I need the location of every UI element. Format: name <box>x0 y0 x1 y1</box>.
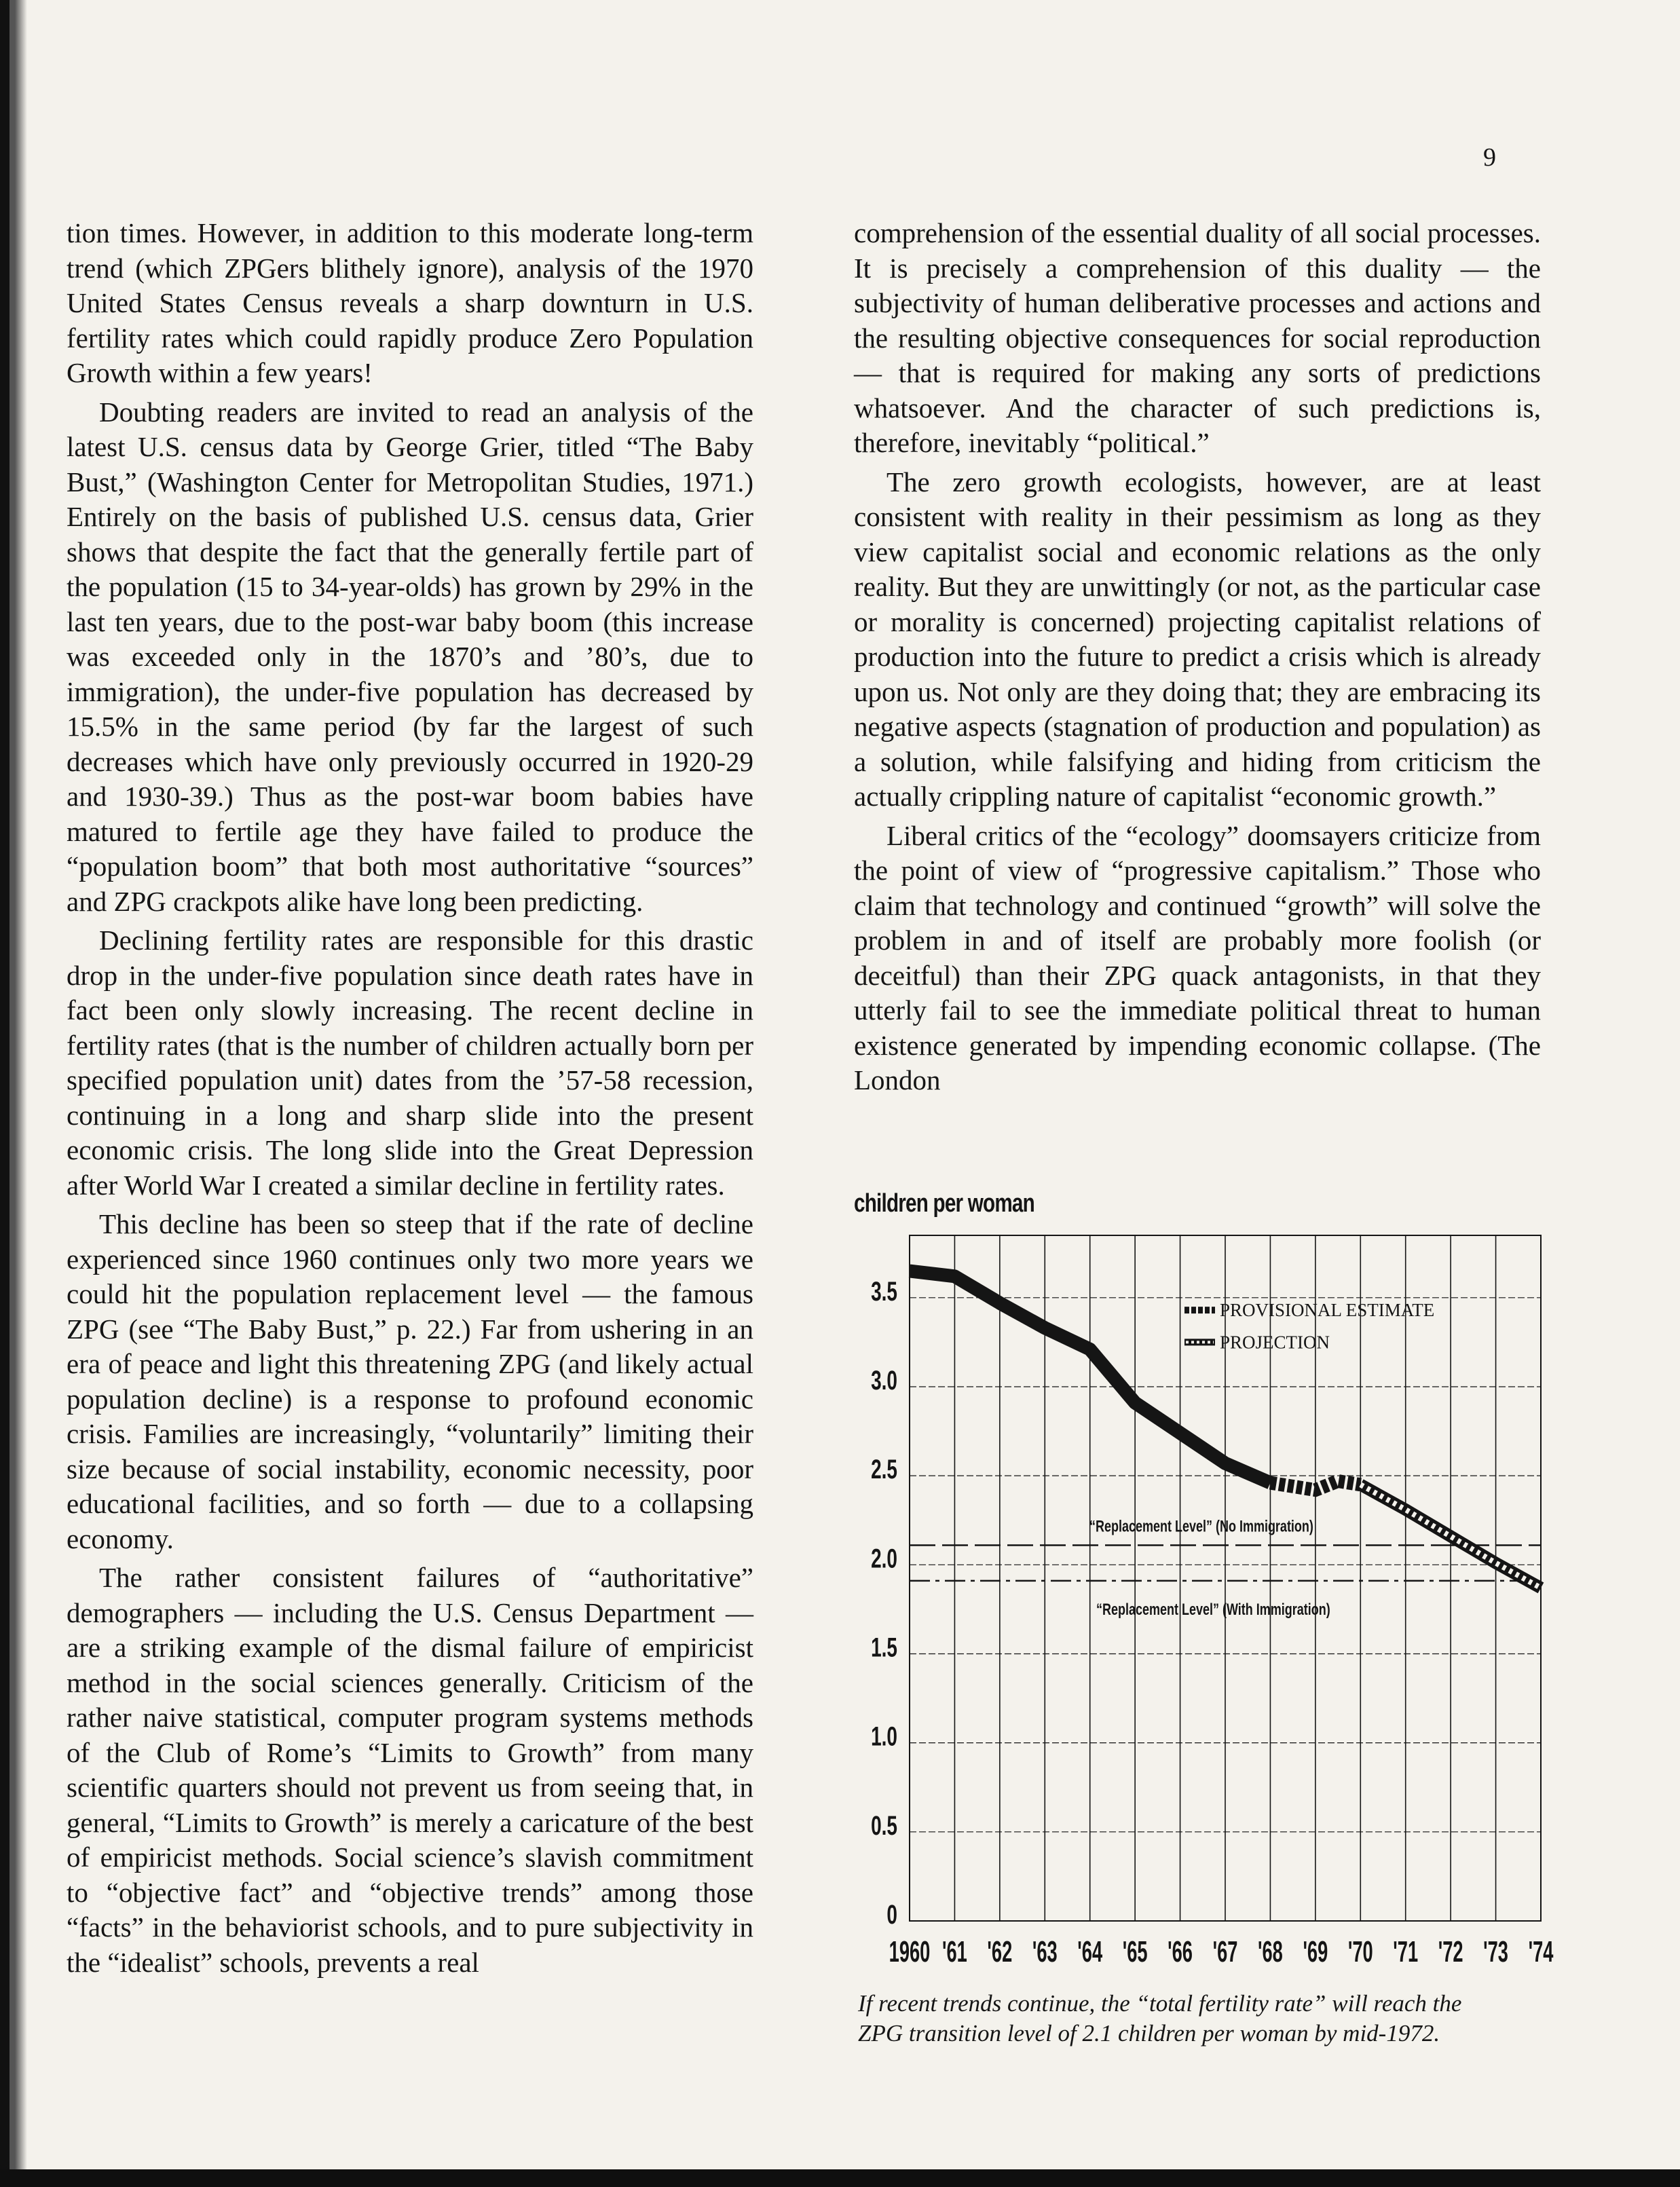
x-tick-label: '66 <box>1168 1934 1193 1968</box>
x-tick-label: '65 <box>1122 1934 1148 1968</box>
fertility-chart <box>842 1222 1554 1982</box>
replacement-level-label: “Replacement Level” (No Immigration) <box>1089 1518 1313 1536</box>
scan-edge-left <box>0 0 27 2187</box>
x-tick-label: '68 <box>1258 1934 1283 1968</box>
y-tick-label: 1.0 <box>871 1721 897 1752</box>
x-tick-label: '73 <box>1483 1934 1508 1968</box>
replacement-level-label: “Replacement Level” (With Immigration) <box>1096 1601 1330 1619</box>
scan-edge-bottom <box>0 2169 1680 2187</box>
x-tick-label: '71 <box>1393 1934 1419 1968</box>
y-tick-label: 0 <box>886 1900 897 1930</box>
x-tick-label: '62 <box>987 1934 1013 1968</box>
paragraph: Declining fertility rates are responsible for this drastic drop in the under-five population since death rates have in fact been only slowly increasing. The recent decline in fertility rates (that is the number of children actually born per specified population unit) dates from the ’57-58 recession, continuing in a long and sharp slide into the present economic crisis. The long slide into the Great Depression after World War I created a similar decline in fertility rates. <box>67 924 753 1201</box>
x-tick-label: '74 <box>1528 1934 1554 1968</box>
left-column <box>67 216 753 1980</box>
y-tick-label: 2.0 <box>871 1544 897 1574</box>
legend-label: PROJECTION <box>1220 1332 1330 1353</box>
x-tick-label: '72 <box>1438 1934 1463 1968</box>
x-tick-label: 1960 <box>889 1934 931 1968</box>
x-tick-label: '63 <box>1032 1934 1058 1968</box>
paragraph: comprehension of the essential duality of all social processes. It is precisely a comprehension of this duality — the subjectivity of human deliberative processes and actions and the resulting objective consequences for social reproduction — that is required for making any sorts of predictions whatsoever. And the character of such predictions is, therefore, inevitably “political.” <box>854 217 1541 458</box>
paragraph: The rather consistent failures of “authoritative” demographers — including the U.S. Census Department — are a striking example of the dismal failure of empiricist method in the social sciences generally. Criticism of the rather naive statistical, computer program systems methods of the Club of Rome’s “Limits to Growth” from many scientific quarters should not prevent us from seeing that, in general, “Limits to Growth” is merely a caricature of the best of empiricist methods. Social science’s slavish commitment to “objective fact” and “objective trends” among those “facts” in the behaviorist schools, and to pure subjectivity in the “idealist” schools, prevents a real <box>67 1562 753 1978</box>
x-tick-label: '69 <box>1303 1934 1328 1968</box>
paragraph: The zero growth ecologists, however, are at least consistent with reality in their pessimism as long as they view capitalist social and economic relations as the only reality. But they are unwittingly (or not, as the particular case or morality is concerned) projecting capitalist relations of production into the future to predict a crisis which is already upon us. Not only are they doing that; they are embracing its negative aspects (stagnation of production and population) as a solution, while falsifying and hiding from criticism the actually crippling nature of capitalist “economic growth.” <box>854 466 1541 812</box>
y-tick-label: 3.0 <box>871 1366 897 1396</box>
legend-label: PROVISIONAL ESTIMATE <box>1220 1300 1435 1321</box>
x-tick-label: '64 <box>1077 1934 1103 1968</box>
y-tick-label: 2.5 <box>871 1455 897 1485</box>
x-tick-label: '70 <box>1347 1934 1373 1968</box>
x-tick-label: '61 <box>942 1934 967 1968</box>
caption-line: ZPG transition level of 2.1 children per woman by mid-1972. <box>858 2020 1440 2046</box>
chart-caption <box>858 1989 1550 2049</box>
y-tick-label: 3.5 <box>871 1277 897 1307</box>
paragraph: Liberal critics of the “ecology” doomsayers criticize from the point of view of “progressive capitalism.” Those who claim that technology and continued “growth” will solve the problem in and of itself are probably more foolish (or deceitful) than their ZPG quack antagonists, in that they utterly fail to see the immediate political threat to human existence generated by impending economic collapse. (The London <box>854 819 1541 1096</box>
caption-line: If recent trends continue, the “total fertility rate” will reach the <box>858 1990 1462 2017</box>
page-number: 9 <box>1483 143 1496 172</box>
y-tick-label: 0.5 <box>871 1811 897 1842</box>
paragraph: tion times. However, in addition to this moderate long-term trend (which ZPGers blithely ignore), analysis of the 1970 United States Census reveals a sharp downturn in U.S. fertility rates which could rapidly produce Zero Population Growth within a few years! <box>67 217 753 388</box>
x-tick-label: '67 <box>1212 1934 1238 1968</box>
chart-title: children per woman <box>854 1189 1034 1218</box>
paragraph: Doubting readers are invited to read an analysis of the latest U.S. census data by George Grier, titled “The Baby Bust,” (Washington Center for Metropolitan Studies, 1971.) Entirely on the basis of published U.S. census data, Grier shows that despite the fact that the generally fertile part of the population (15 to 34-year-olds) has grown by 29% in the last ten years, due to the post-war baby boom (this increase was exceeded only in the 1870’s and ’80’s, due to immigration), the under-five population has decreased by 15.5% in the same period (by far the largest of such decreases which have only previously occurred in 1920-29 and 1930-39.) Thus as the post-war boom babies have matured to fertile age they have failed to produce the “population boom” that both most authoritative “sources” and ZPG crackpots alike have long been predicting. <box>67 396 753 917</box>
right-column <box>854 216 1541 1098</box>
paragraph: This decline has been so steep that if the rate of decline experienced since 1960 continues only two more years we could hit the population replacement level — the famous ZPG (see “The Baby Bust,” p. 22.) Far from ushering in an era of peace and light this threatening ZPG (and likely actual population decline) is a response to profound economic crisis. Families are increasingly, “voluntarily” limiting their size because of social instability, economic necessity, poor educational facilities, and so forth — due to a collapsing economy. <box>67 1208 753 1554</box>
y-tick-label: 1.5 <box>871 1632 897 1663</box>
